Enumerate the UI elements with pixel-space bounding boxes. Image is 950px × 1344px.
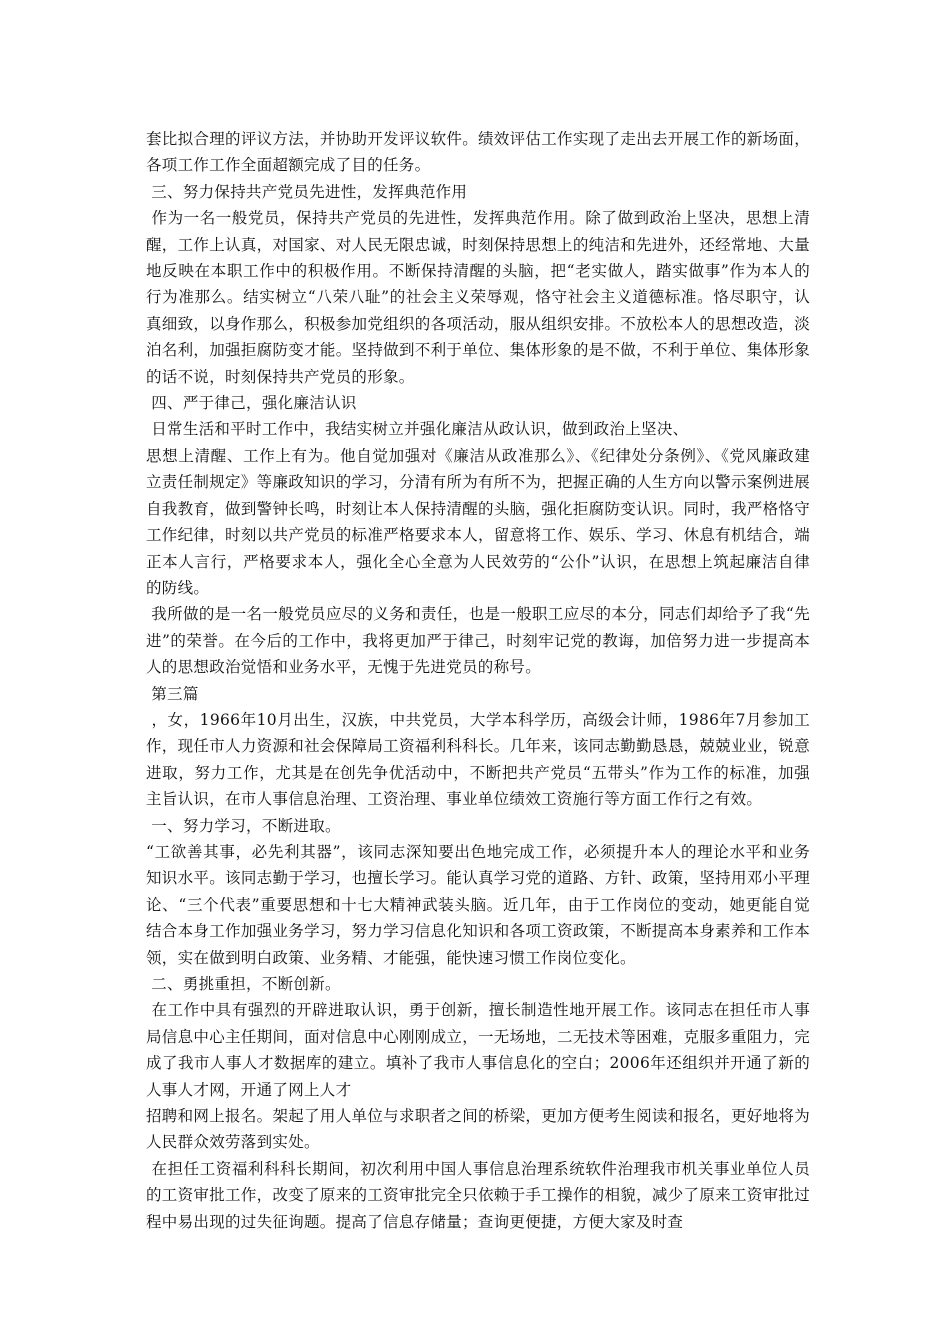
paragraph: 在工作中具有强烈的开辟进取认识，勇于创新，擅长制造性地开展工作。该同志在担任市人事局信息中心主任期间，面对信息中心刚刚成立，一无场地，二无技术等困难，克服多重阻力，完成了我市人事人才数据库的建立。填补了我市人事信息化的空白；2006年还组织并开通了新的人事人才网，开通了网上人才 xyxy=(146,1001,810,1099)
chapter-heading: 第三篇 xyxy=(146,684,199,703)
paragraph: “工欲善其事，必先利其器”，该同志深知要出色地完成工作，必须提升本人的理论水平和业务知识水平。该同志勤于学习，也擅长学习。能认真学习党的道路、方针、政策，坚持用邓小平理论、“三个代表”重要思想和十七大精神武装头脑。近几年，由于工作岗位的变动，她更能自觉结合本身工作加强业务学习，努力学习信息化知识和各项工资政策，不断提高本身素养和工作本领，实在做到明白政策、业务精、才能强，能快速习惯工作岗位变化。 xyxy=(146,842,810,967)
paragraph: 日常生活和平时工作中，我结实树立并强化廉洁从政认识，做到政治上坚决、 xyxy=(146,420,689,439)
paragraph: 我所做的是一名一般党员应尽的义务和责任，也是一般职工应尽的本分，同志们却给予了我“先进”的荣誉。在今后的工作中，我将更加严于律己，时刻牢记党的教诲，加倍努力进一步提高本人的思想政治觉悟和业务水平，无愧于先进党员的称号。 xyxy=(146,605,810,677)
paragraph: 套比拟合理的评议方法，并协助开发评议软件。绩效评估工作实现了走出去开展工作的新场面，各项工作工作全面超额完成了目的任务。 xyxy=(146,130,810,175)
paragraph: 招聘和网上报名。架起了用人单位与求职者之间的桥梁，更加方便考生阅读和报名，更好地将为人民群众效劳落到实处。 xyxy=(146,1107,810,1152)
section-heading: 一、努力学习，不断进取。 xyxy=(146,816,341,835)
paragraph: ，女，1966年10月出生，汉族，中共党员，大学本科学历，高级会计师，1986年7月参加工作，现任市人力资源和社会保障局工资福利科科长。几年来，该同志勤勤恳恳，兢兢业业，锐意进取，努力工作，尤其是在创先争优活动中，不断把共产党员“五带头”作为工作的标准，加强主旨认识，在市人事信息治理、工资治理、事业单位绩效工资施行等方面工作行之有效。 xyxy=(146,710,811,809)
section-heading: 三、努力保持共产党员先进性，发挥典范作用 xyxy=(146,182,468,201)
section-heading: 二、勇挑重担，不断创新。 xyxy=(146,975,341,993)
document-page xyxy=(146,126,810,1235)
paragraph: 思想上清醒、工作上有为。他自觉加强对《廉洁从政准那么》、《纪律处分条例》、《党风廉政建立责任制规定》等廉政知识的学习，分清有所为有所不为，把握正确的人生方向以警示案例进展自我教育，做到警钟长鸣，时刻让本人保持清醒的头脑，强化拒腐防变认识。同时，我严格恪守工作纪律，时刻以共产党员的标准严格要求本人，留意将工作、娱乐、学习、休息有机结合，端正本人言行，严格要求本人，强化全心全意为人民效劳的“公仆”认识，在思想上筑起廉洁自律的防线。 xyxy=(146,446,810,597)
section-heading: 四、严于律己，强化廉洁认识 xyxy=(146,394,357,413)
paragraph: 在担任工资福利科科长期间，初次利用中国人事信息治理系统软件治理我市机关事业单位人员的工资审批工作，改变了原来的工资审批完全只依赖于手工操作的相貌，减少了原来工资审批过程中易出现的过失征询题。提高了信息存储量；查询更便捷，方便大家及时查 xyxy=(146,1159,810,1231)
paragraph: 作为一名一般党员，保持共产党员的先进性，发挥典范作用。除了做到政治上坚决，思想上清醒，工作上认真，对国家、对人民无限忠诚，时刻保持思想上的纯洁和先进外，还经常地、大量地反映在本职工作中的积极作用。不断保持清醒的头脑，把“老实做人，踏实做事”作为本人的行为准那么。结实树立“八荣八耻”的社会主义荣辱观，恪守社会主义道德标准。恪尽职守，认真细致，以身作那么，积极参加党组织的各项活动，服从组织安排。不放松本人的思想改造，淡泊名利，加强拒腐防变才能。坚持做到不利于单位、集体形象的是不做，不利于单位、集体形象的话不说，时刻保持共产党员的形象。 xyxy=(146,209,810,386)
